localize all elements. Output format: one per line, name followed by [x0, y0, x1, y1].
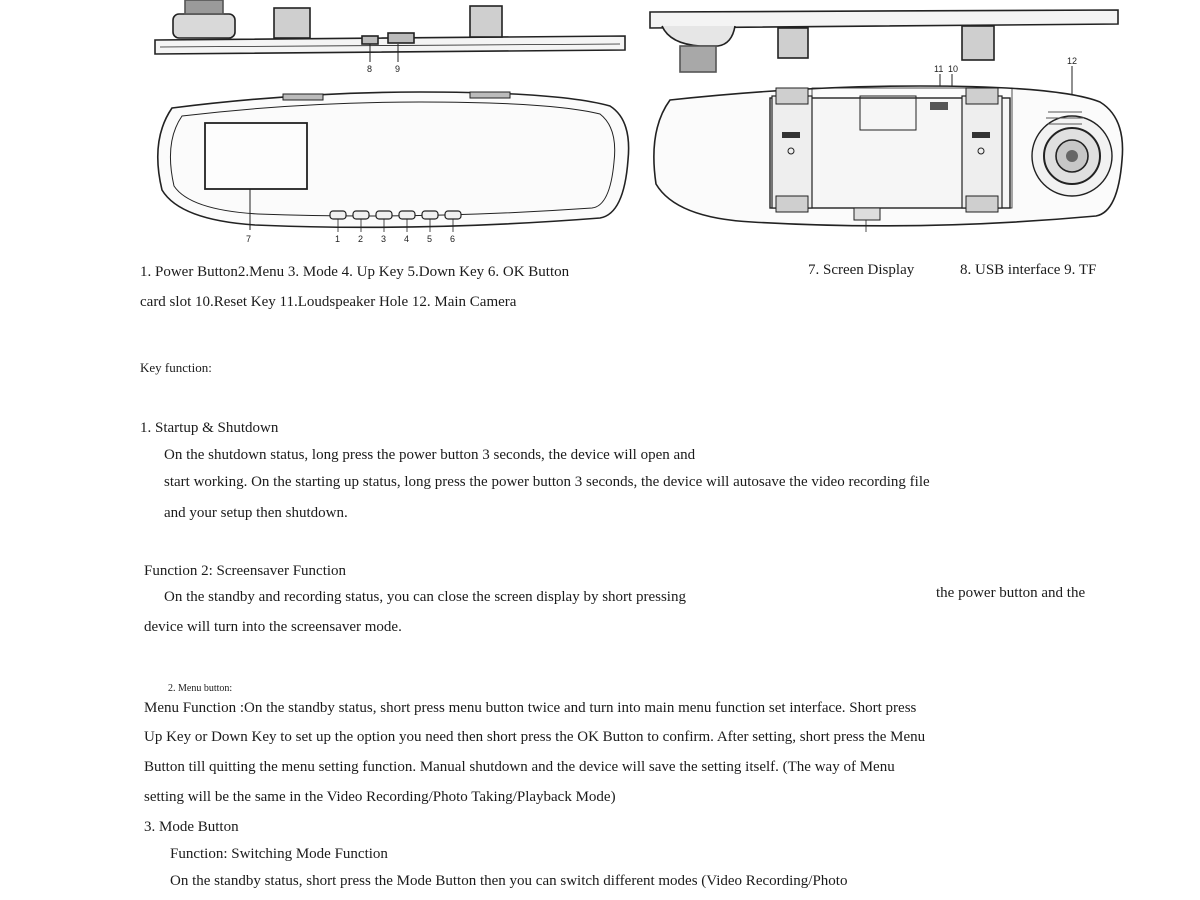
- callout-12: 12: [1067, 56, 1078, 66]
- legend-line1-left: 1. Power Button2.Menu 3. Mode 4. Up Key 5.Down Key 6. OK Button: [140, 264, 570, 280]
- callout-10: 10: [948, 64, 959, 74]
- menu-line4: setting will be the same in the Video Recording/Photo Taking/Playback Mode): [144, 789, 616, 805]
- key-function-heading: Key function:: [140, 360, 212, 375]
- callout-2: 2: [358, 234, 364, 244]
- screensaver-line1-right: the power button and the: [936, 585, 1086, 601]
- callout-11: 11: [934, 64, 944, 74]
- legend-line1-right: 8. USB interface 9. TF: [960, 262, 1097, 278]
- callout-6: 6: [450, 234, 456, 244]
- mode-subtitle: Function: Switching Mode Function: [170, 846, 388, 862]
- mirror-front-view: [158, 92, 629, 232]
- startup-line1: On the shutdown status, long press the power button 3 seconds, the device will open and: [164, 447, 696, 463]
- callout-8: 8: [367, 64, 373, 74]
- screensaver-line2: device will turn into the screensaver mode.: [144, 619, 402, 635]
- legend-line2: card slot 10.Reset Key 11.Loudspeaker Hole 12. Main Camera: [140, 294, 517, 310]
- menu-line1: Menu Function :On the standby status, short press menu button twice and turn into main menu function set interface. Short press: [144, 700, 917, 716]
- callout-4: 4: [404, 234, 410, 244]
- menu-line3: Button till quitting the menu setting function. Manual shutdown and the device will save the setting itself. (The way of Menu: [144, 759, 895, 775]
- menu-title: 2. Menu button:: [168, 683, 233, 694]
- screensaver-title: Function 2: Screensaver Function: [144, 563, 347, 579]
- callout-3: 3: [381, 234, 387, 244]
- menu-line2: Up Key or Down Key to set up the option you need then short press the OK Button to confirm. After setting, short press the Menu: [144, 729, 926, 745]
- callout-7: 7: [246, 234, 252, 244]
- device-diagram: [0, 0, 1200, 250]
- mirror-back-view: [654, 86, 1123, 232]
- callout-1: 1: [335, 234, 341, 244]
- callout-5: 5: [427, 234, 433, 244]
- startup-line3: and your setup then shutdown.: [164, 505, 348, 521]
- mode-line1: On the standby status, short press the Mode Button then you can switch different modes (Video Recording/Photo: [170, 873, 848, 889]
- startup-line2: start working. On the starting up status, long press the power button 3 seconds, the device will autosave the video recording file: [164, 474, 930, 490]
- callout-9: 9: [395, 64, 401, 74]
- screensaver-line1-left: On the standby and recording status, you can close the screen display by short pressing: [164, 589, 686, 605]
- legend-line1-mid: 7. Screen Display: [808, 262, 915, 278]
- mode-title: 3. Mode Button: [144, 819, 239, 835]
- startup-title: 1. Startup & Shutdown: [140, 420, 279, 436]
- top-edge-view-left: [155, 0, 625, 62]
